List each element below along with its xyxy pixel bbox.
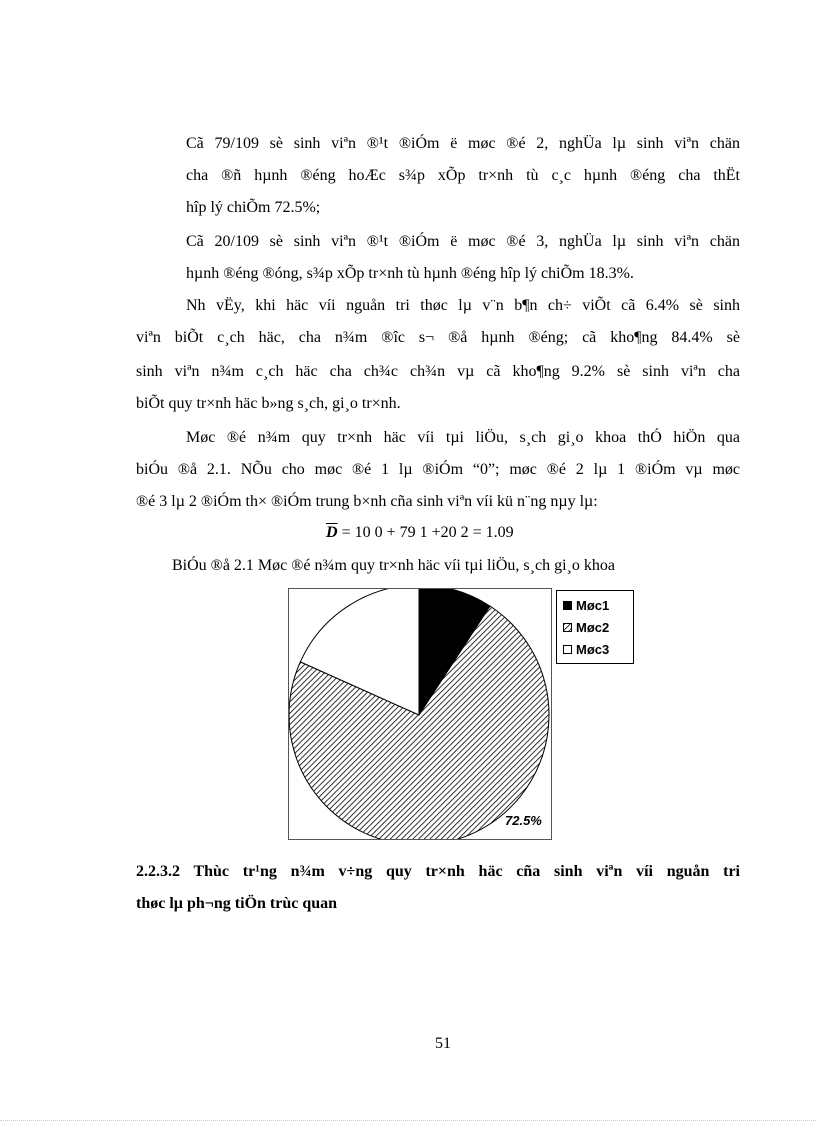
- legend-label: Møc1: [576, 597, 610, 613]
- paragraph-line: cha ®ñ hµnh ®éng hoÆc s¾p xÕp tr×nh tù c¸c hµnh ®éng cha thËt: [186, 167, 740, 184]
- section-heading: thøc lµ ph¬ng tiÖn trùc quan: [136, 895, 338, 912]
- chart-plot-area: [288, 588, 552, 840]
- paragraph-line: ®é 3 lµ 2 ®iÓm th× ®iÓm trung b×nh cña sinh viªn víi kü n¨ng nµy lµ:: [136, 493, 598, 510]
- legend-item: [563, 616, 633, 638]
- paragraph-line: viªn biÕt c¸ch häc, cha n¾m ®îc s¬ ®å hµnh ®éng; cã kho¶ng 84.4% sè: [136, 329, 740, 346]
- paragraph-line: Møc ®é n¾m quy tr×nh häc víi tµi liÖu, s¸ch gi¸o khoa thÓ hiÖn qua: [186, 429, 740, 446]
- legend-item: [563, 594, 633, 616]
- paragraph-line: Cã 20/109 sè sinh viªn ®¹t ®iÓm ë møc ®é 3, nghÜa lµ sinh viªn chän: [186, 233, 740, 250]
- legend-swatch-hatched: [563, 623, 572, 632]
- formula-symbol: $\overline{D}$: [326, 524, 338, 541]
- paragraph-line: hîp lý chiÕm 72.5%;: [186, 199, 321, 216]
- page-number: 51: [435, 1035, 451, 1052]
- paragraph-line: hµnh ®éng ®óng, s¾p xÕp tr×nh tù hµnh ®éng hîp lý chiÕm 18.3%.: [186, 265, 634, 282]
- paragraph-line: Nh vËy, khi häc víi nguån tri thøc lµ v¨n b¶n ch÷ viÕt cã 6.4% sè sinh: [186, 297, 740, 314]
- page-edge-rule: [0, 1120, 816, 1121]
- formula-text: = 10 0 + 79 1 +20 2 = 1.09: [337, 524, 514, 541]
- paragraph-line: biÓu ®å 2.1. NÕu cho møc ®é 1 lµ ®iÓm “0”; møc ®é 2 lµ 1 ®iÓm vµ møc: [136, 461, 740, 478]
- formula: [326, 523, 514, 543]
- legend-label: Møc3: [576, 641, 610, 657]
- legend-swatch-solid: [563, 601, 572, 610]
- section-heading: 2.2.3.2 Thùc tr¹ng n¾m v÷ng quy tr×nh häc cña sinh viªn víi nguån tri: [136, 863, 740, 880]
- paragraph-line: Cã 79/109 sè sinh viªn ®¹t ®iÓm ë møc ®é 2, nghÜa lµ sinh viªn chän: [186, 135, 740, 152]
- paragraph-line: biÕt quy tr×nh häc b»ng s¸ch, gi¸o tr×nh.: [136, 395, 401, 412]
- legend-swatch-white: [563, 645, 572, 654]
- figure-caption: BiÓu ®å 2.1 Møc ®é n¾m quy tr×nh häc víi tµi liÖu, s¸ch gi¸o khoa: [172, 557, 615, 574]
- data-label: 72.5%: [505, 813, 542, 828]
- legend-item: [563, 638, 633, 660]
- pie-chart: [289, 589, 551, 839]
- paragraph-line: sinh viªn n¾m c¸ch häc cha ch¾c ch¾n vµ cã kho¶ng 9.2% sè sinh viªn cha: [136, 363, 740, 380]
- chart-legend: [556, 590, 634, 664]
- legend-label: Møc2: [576, 619, 610, 635]
